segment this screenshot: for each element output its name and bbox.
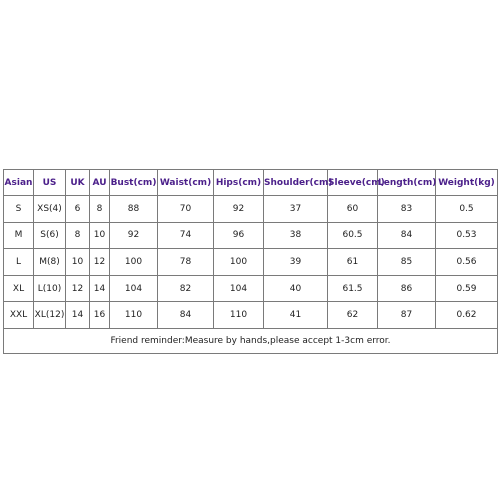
cell-hips: 92 <box>214 196 264 223</box>
cell-au: 14 <box>90 275 110 302</box>
cell-us: S(6) <box>34 222 66 249</box>
cell-asian: XL <box>4 275 34 302</box>
cell-uk: 10 <box>66 249 90 276</box>
header-hips: Hips(cm) <box>214 170 264 196</box>
header-sleeve: Sleeve(cm) <box>328 170 378 196</box>
measure-note: Friend reminder:Measure by hands,please accept 1-3cm error. <box>4 328 498 353</box>
cell-length: 83 <box>378 196 436 223</box>
cell-us: XS(4) <box>34 196 66 223</box>
table-row <box>4 275 498 302</box>
cell-us: XL(12) <box>34 302 66 329</box>
table-row <box>4 249 498 276</box>
cell-bust: 110 <box>110 302 158 329</box>
cell-waist: 82 <box>158 275 214 302</box>
cell-hips: 104 <box>214 275 264 302</box>
header-bust: Bust(cm) <box>110 170 158 196</box>
note-row <box>4 328 498 353</box>
cell-length: 87 <box>378 302 436 329</box>
cell-weight: 0.62 <box>436 302 498 329</box>
cell-asian: M <box>4 222 34 249</box>
cell-weight: 0.59 <box>436 275 498 302</box>
cell-shoulder: 37 <box>264 196 328 223</box>
header-au: AU <box>90 170 110 196</box>
cell-bust: 100 <box>110 249 158 276</box>
header-asian: Asian <box>4 170 34 196</box>
cell-shoulder: 39 <box>264 249 328 276</box>
cell-asian: L <box>4 249 34 276</box>
cell-length: 85 <box>378 249 436 276</box>
cell-weight: 0.56 <box>436 249 498 276</box>
cell-uk: 14 <box>66 302 90 329</box>
cell-uk: 8 <box>66 222 90 249</box>
cell-au: 16 <box>90 302 110 329</box>
cell-bust: 104 <box>110 275 158 302</box>
header-us: US <box>34 170 66 196</box>
header-length: Length(cm) <box>378 170 436 196</box>
cell-sleeve: 61.5 <box>328 275 378 302</box>
cell-au: 10 <box>90 222 110 249</box>
cell-uk: 12 <box>66 275 90 302</box>
cell-shoulder: 41 <box>264 302 328 329</box>
table-row <box>4 222 498 249</box>
table-row <box>4 302 498 329</box>
cell-us: L(10) <box>34 275 66 302</box>
cell-weight: 0.53 <box>436 222 498 249</box>
cell-asian: XXL <box>4 302 34 329</box>
cell-sleeve: 60 <box>328 196 378 223</box>
cell-us: M(8) <box>34 249 66 276</box>
cell-length: 86 <box>378 275 436 302</box>
cell-sleeve: 60.5 <box>328 222 378 249</box>
cell-waist: 78 <box>158 249 214 276</box>
header-uk: UK <box>66 170 90 196</box>
size-chart-table <box>3 169 498 354</box>
cell-shoulder: 38 <box>264 222 328 249</box>
cell-waist: 70 <box>158 196 214 223</box>
cell-hips: 100 <box>214 249 264 276</box>
cell-waist: 84 <box>158 302 214 329</box>
cell-weight: 0.5 <box>436 196 498 223</box>
header-shoulder: Shoulder(cm) <box>264 170 328 196</box>
cell-shoulder: 40 <box>264 275 328 302</box>
cell-length: 84 <box>378 222 436 249</box>
header-row <box>4 170 498 196</box>
header-waist: Waist(cm) <box>158 170 214 196</box>
cell-bust: 92 <box>110 222 158 249</box>
cell-sleeve: 61 <box>328 249 378 276</box>
cell-au: 8 <box>90 196 110 223</box>
header-weight: Weight(kg) <box>436 170 498 196</box>
cell-waist: 74 <box>158 222 214 249</box>
cell-uk: 6 <box>66 196 90 223</box>
cell-bust: 88 <box>110 196 158 223</box>
cell-hips: 110 <box>214 302 264 329</box>
cell-au: 12 <box>90 249 110 276</box>
cell-asian: S <box>4 196 34 223</box>
table-row <box>4 196 498 223</box>
cell-hips: 96 <box>214 222 264 249</box>
cell-sleeve: 62 <box>328 302 378 329</box>
